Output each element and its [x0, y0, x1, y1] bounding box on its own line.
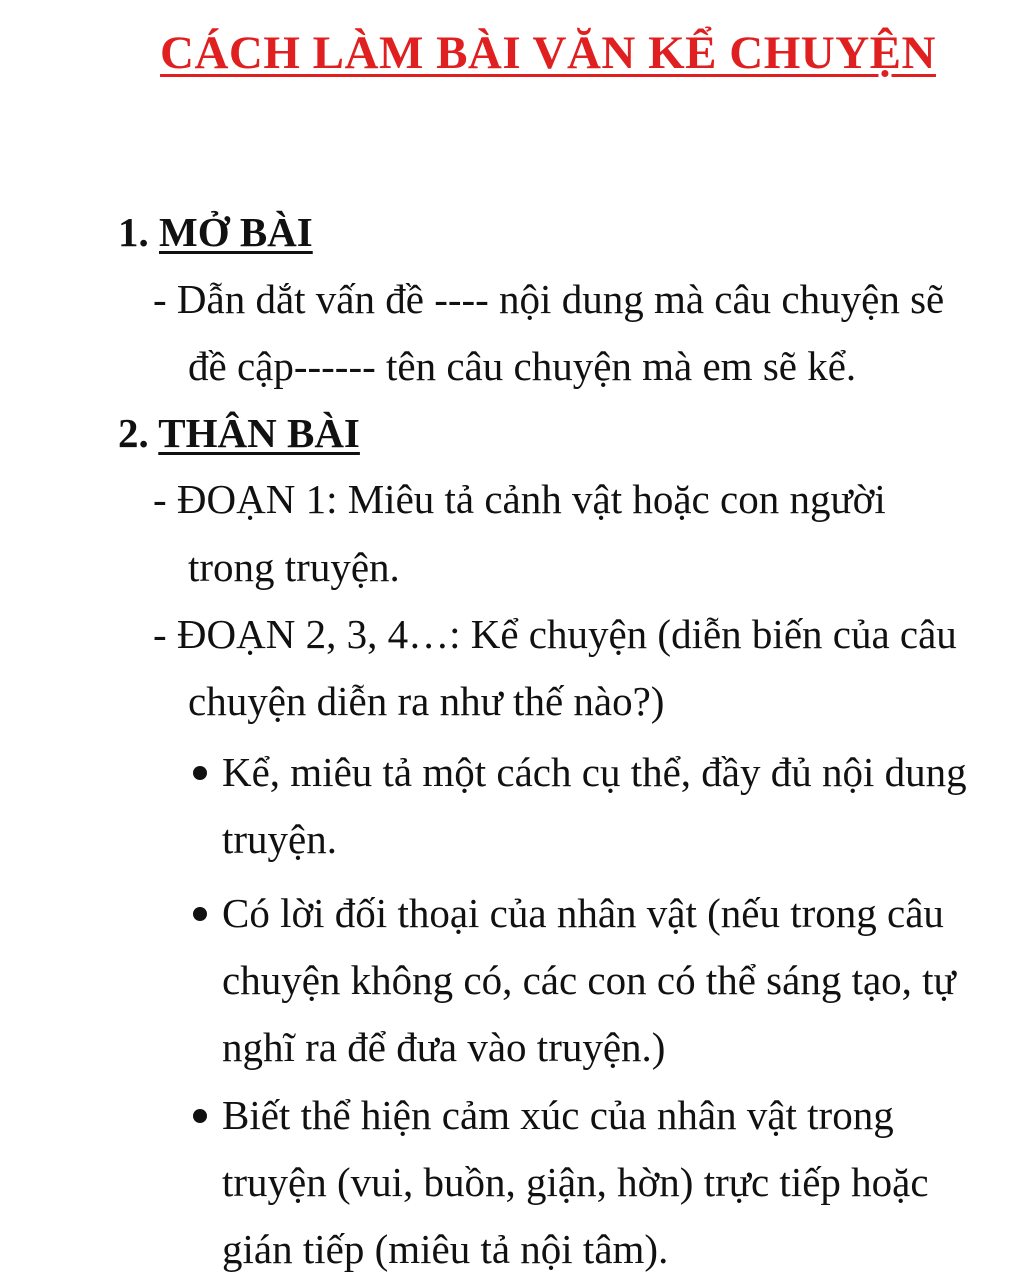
- bullet-icon: [193, 766, 207, 780]
- page-title: CÁCH LÀM BÀI VĂN KỂ CHUYỆN: [160, 27, 936, 79]
- bullet-icon: [193, 907, 207, 921]
- bullet-item-line: chuyện không có, các con có thể sáng tạo, tự: [222, 957, 956, 1003]
- dash-item-line: - Dẫn dắt vấn đề ---- nội dung mà câu chuyện sẽ: [153, 276, 945, 322]
- dash-item-line: - ĐOẠN 2, 3, 4…: Kể chuyện (diễn biến của câu: [153, 611, 957, 657]
- section-number: 1.: [118, 209, 149, 255]
- section-heading-than-bai: [118, 410, 360, 456]
- bullet-item-line: Kể, miêu tả một cách cụ thể, đầy đủ nội dung: [222, 749, 967, 795]
- section-heading-label: THÂN BÀI: [158, 410, 360, 456]
- dash-item-line: - ĐOẠN 1: Miêu tả cảnh vật hoặc con người: [153, 476, 886, 522]
- dash-item-line: trong truyện.: [188, 544, 400, 590]
- bullet-item-line: Biết thể hiện cảm xúc của nhân vật trong: [222, 1092, 894, 1138]
- section-heading-mo-bai: [118, 209, 313, 255]
- bullet-item-line: nghĩ ra để đưa vào truyện.): [222, 1024, 666, 1070]
- bullet-item-line: gián tiếp (miêu tả nội tâm).: [222, 1226, 669, 1272]
- bullet-item-line: truyện.: [222, 816, 337, 862]
- dash-item-line: chuyện diễn ra như thế nào?): [188, 678, 665, 724]
- dash-item-line: đề cập------ tên câu chuyện mà em sẽ kể.: [188, 343, 857, 389]
- bullet-icon: [193, 1109, 207, 1123]
- bullet-item-line: Có lời đối thoại của nhân vật (nếu trong câu: [222, 890, 944, 936]
- section-heading-label: MỞ BÀI: [159, 209, 313, 255]
- section-number: 2.: [118, 410, 149, 456]
- bullet-item-line: truyện (vui, buồn, giận, hờn) trực tiếp hoặc: [222, 1159, 929, 1205]
